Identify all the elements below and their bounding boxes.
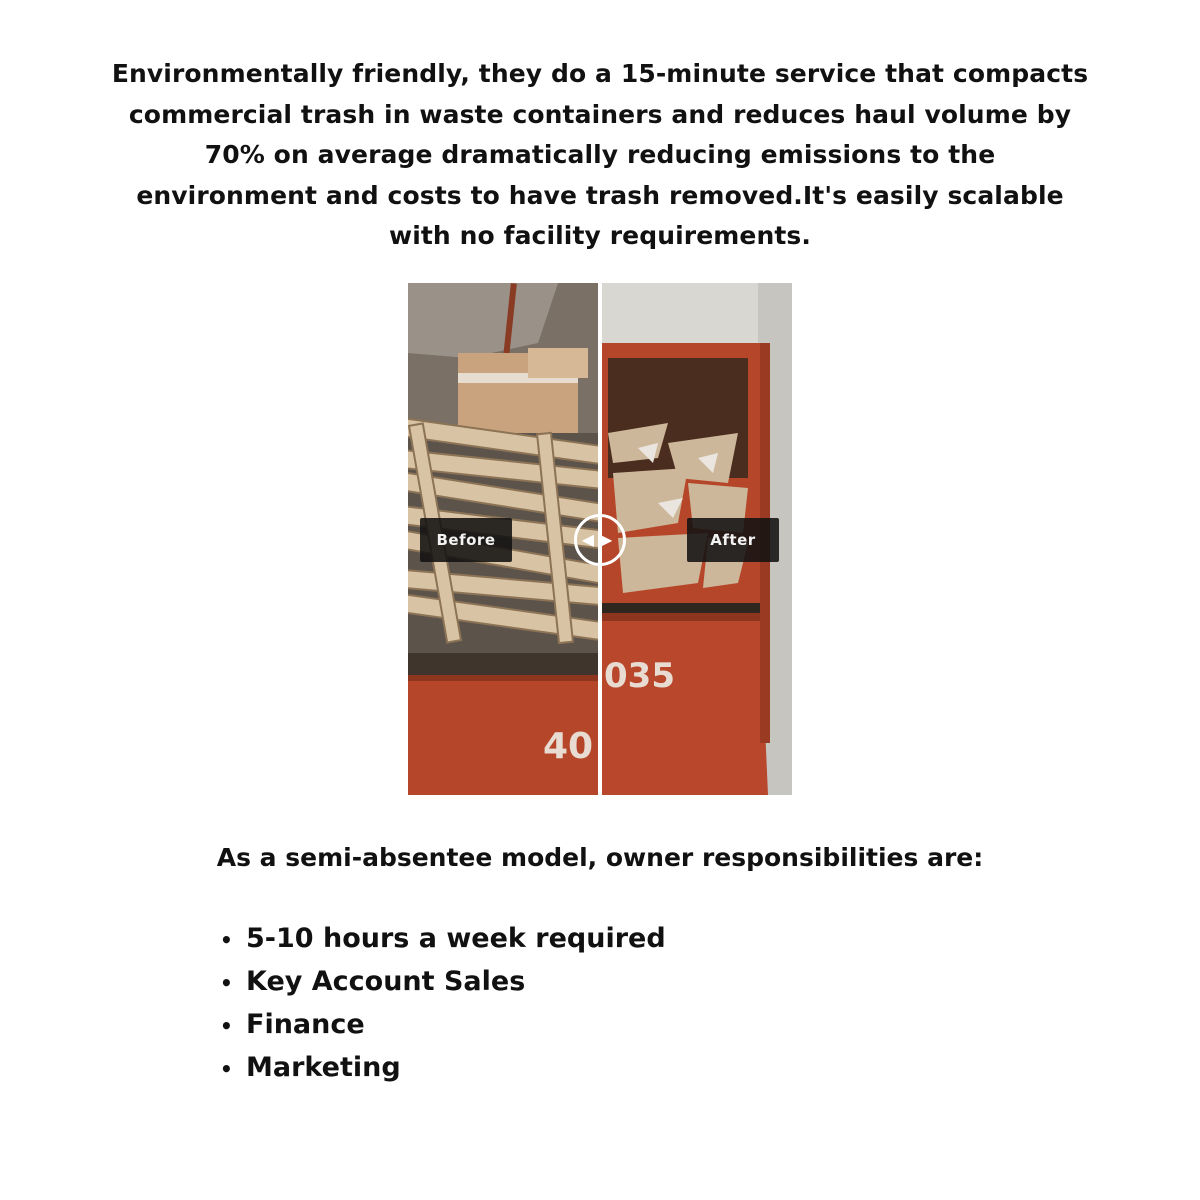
responsibilities-list <box>220 918 1020 1090</box>
responsibilities-heading: As a semi-absentee model, owner responsibilities are: <box>216 843 984 872</box>
list-item <box>220 918 1020 961</box>
intro-paragraph: Environmentally friendly, they do a 15-minute service that compacts commercial trash in waste containers and reduces haul volume by 70% on average dramatically reducing emissions to the environment and costs to have trash removed.It's easily scalable with no facility requirements. <box>111 59 1089 250</box>
list-item <box>220 961 1020 1004</box>
left-right-arrows-icon: ◀▶ <box>581 530 619 549</box>
bullet-icon: • <box>220 971 233 995</box>
after-photo-number: 035 <box>604 656 675 696</box>
bullet-icon: • <box>220 1014 233 1038</box>
bullet-icon: • <box>220 928 233 952</box>
comparison-slider-handle[interactable] <box>574 514 626 566</box>
before-label: Before <box>420 518 512 562</box>
before-photo-number: 40 <box>543 726 594 767</box>
bullet-icon: • <box>220 1057 233 1081</box>
list-item-text: Key Account Sales <box>246 966 526 997</box>
list-item <box>220 1047 1020 1090</box>
after-label: After <box>687 518 779 562</box>
list-item <box>220 1004 1020 1047</box>
list-item-text: 5-10 hours a week required <box>246 923 666 954</box>
list-item-text: Finance <box>246 1009 365 1040</box>
list-item-text: Marketing <box>246 1052 401 1083</box>
